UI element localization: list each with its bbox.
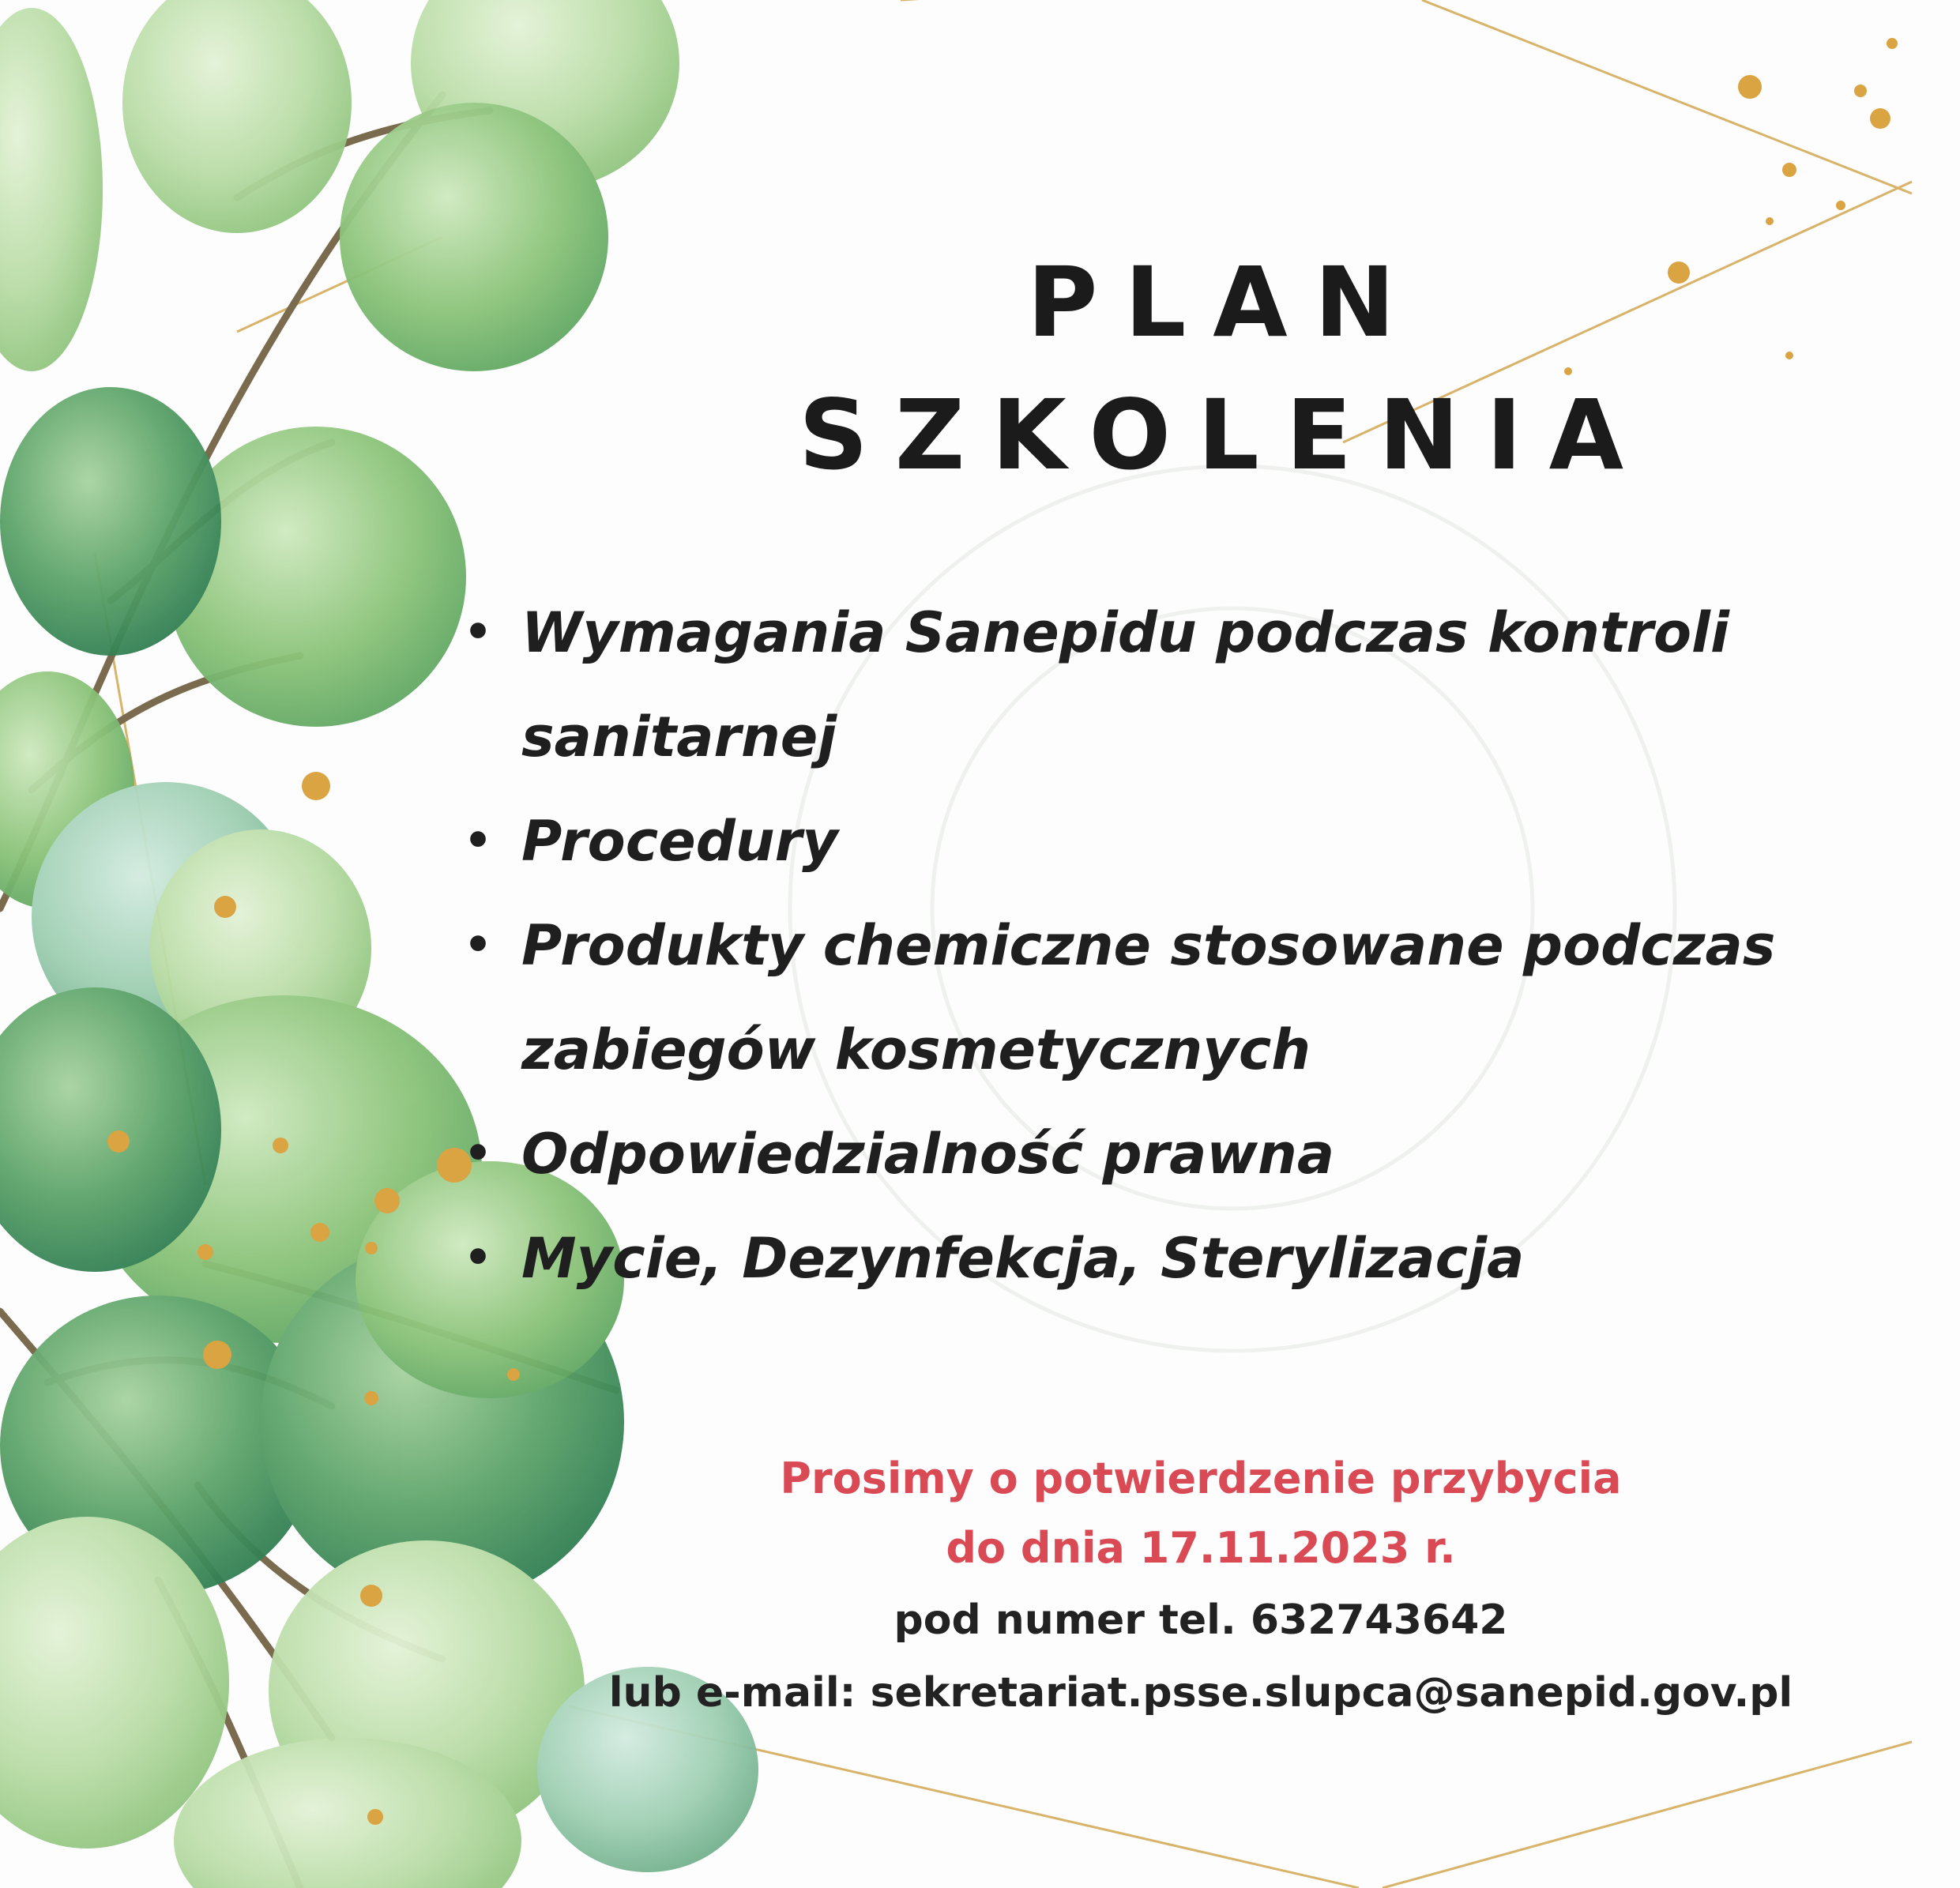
topic-item xyxy=(458,581,1912,789)
contact-email: lub e-mail: sekretariat.psse.slupca@sanepid.gov.pl xyxy=(608,1669,1793,1717)
confirmation-deadline: do dnia 17.11.2023 r. xyxy=(946,1523,1456,1573)
topic-text: Produkty chemiczne stosowane podczas zabiegów kosmetycznych xyxy=(521,913,1776,1082)
training-topics-list xyxy=(458,581,1912,1311)
title-line-1: PLAN xyxy=(1027,246,1422,359)
confirmation-request: Prosimy o potwierdzenie przybycia xyxy=(780,1454,1622,1503)
bullet-icon: • xyxy=(464,1128,492,1179)
topic-item xyxy=(458,1206,1912,1311)
topic-text: Procedury xyxy=(521,809,838,874)
contact-phone: pod numer tel. 632743642 xyxy=(893,1597,1508,1644)
bullet-icon: • xyxy=(464,815,492,867)
bullet-icon: • xyxy=(464,920,492,971)
topic-item xyxy=(458,789,1912,893)
topic-text: Odpowiedzialność prawna xyxy=(521,1122,1335,1187)
title-line-2: SZKOLENIA xyxy=(798,379,1651,491)
topic-text: Mycie, Dezynfekcja, Sterylizacja xyxy=(521,1226,1525,1291)
topic-item xyxy=(458,1102,1912,1206)
bullet-icon: • xyxy=(464,607,492,658)
topic-item xyxy=(458,893,1912,1102)
bullet-icon: • xyxy=(464,1232,492,1284)
topic-text: Wymagania Sanepidu podczas kontroli sanitarnej xyxy=(521,600,1730,769)
